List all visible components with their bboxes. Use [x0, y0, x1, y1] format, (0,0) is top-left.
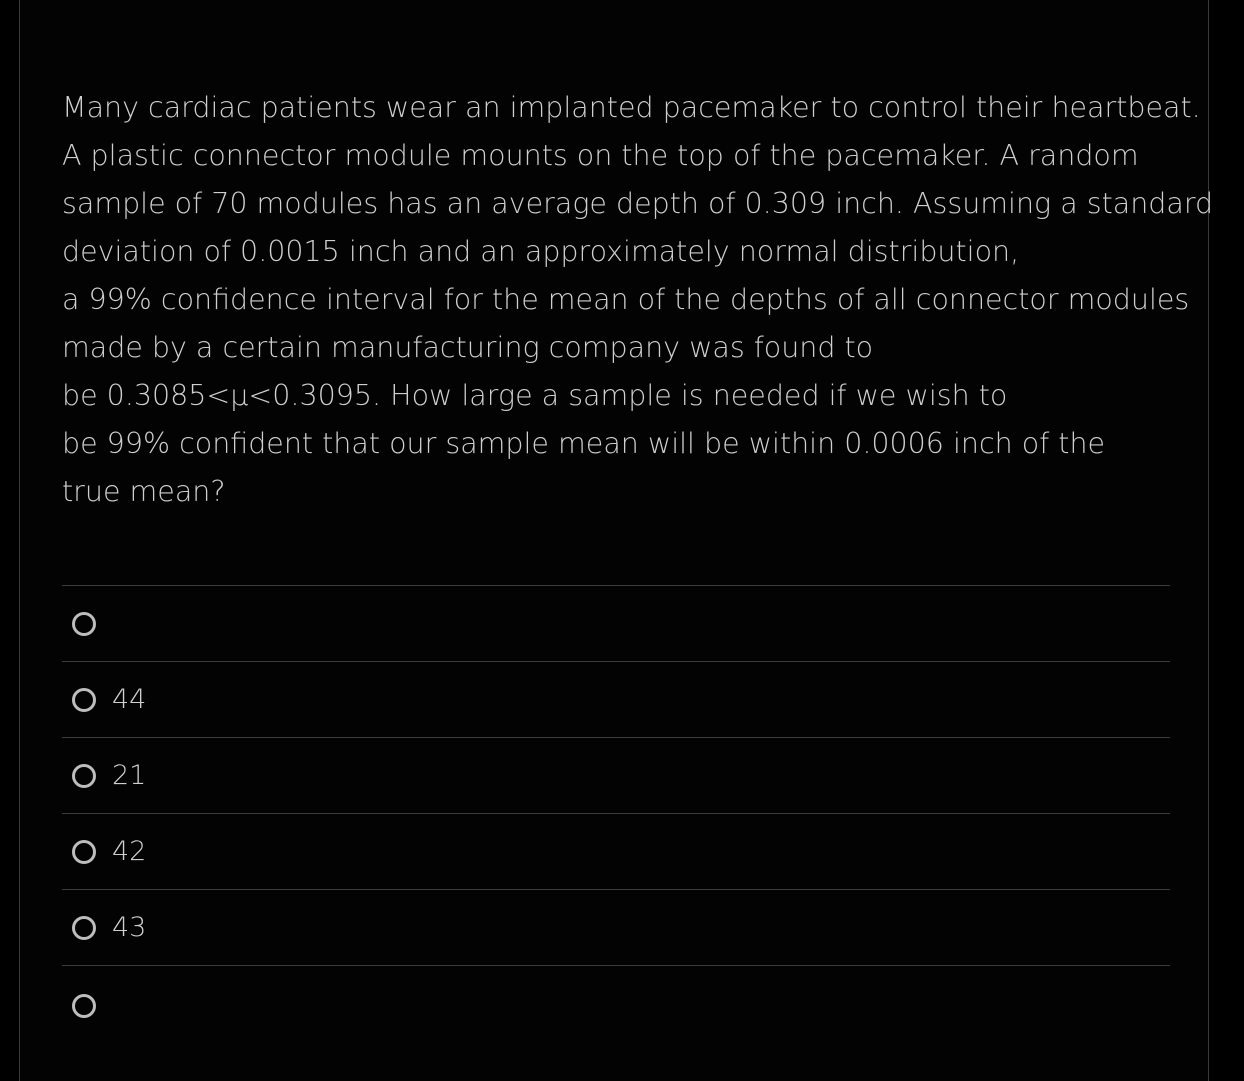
question-line: Many cardiac patients wear an implanted pacemaker to control their heartbeat.: [62, 91, 1201, 124]
radio-button-icon[interactable]: [72, 916, 96, 940]
answer-option-6[interactable]: [62, 965, 1170, 1046]
radio-button-icon[interactable]: [72, 764, 96, 788]
question-line: be 0.3085<μ<0.3095. How large a sample is needed if we wish to: [62, 379, 1008, 412]
question-line: be 99% confident that our sample mean will be within 0.0006 inch of the: [62, 427, 1106, 460]
question-line: true mean?: [62, 475, 226, 508]
question-line: sample of 70 modules has an average depth of 0.309 inch. Assuming a standard: [62, 187, 1214, 220]
answer-option-5[interactable]: [62, 889, 1170, 965]
radio-button-icon[interactable]: [72, 994, 96, 1018]
answer-option-2[interactable]: [62, 661, 1170, 737]
answer-options: [62, 585, 1170, 1046]
question-line: a 99% confidence interval for the mean of the depths of all connector modules: [62, 283, 1190, 316]
question-line: made by a certain manufacturing company was found to: [62, 331, 874, 364]
answer-option-3[interactable]: [62, 737, 1170, 813]
option-label: 44: [112, 684, 147, 715]
option-label: 21: [112, 760, 147, 791]
answer-option-4[interactable]: [62, 813, 1170, 889]
question-line: A plastic connector module mounts on the top of the pacemaker. A random: [62, 139, 1139, 172]
option-label: 43: [112, 912, 147, 943]
answer-option-1[interactable]: [62, 585, 1170, 661]
question-text: [62, 84, 1214, 516]
option-label: 42: [112, 836, 147, 867]
radio-button-icon[interactable]: [72, 840, 96, 864]
radio-button-icon[interactable]: [72, 688, 96, 712]
radio-button-icon[interactable]: [72, 612, 96, 636]
question-panel: [19, 0, 1214, 1081]
question-line: deviation of 0.0015 inch and an approximately normal distribution,: [62, 235, 1020, 268]
